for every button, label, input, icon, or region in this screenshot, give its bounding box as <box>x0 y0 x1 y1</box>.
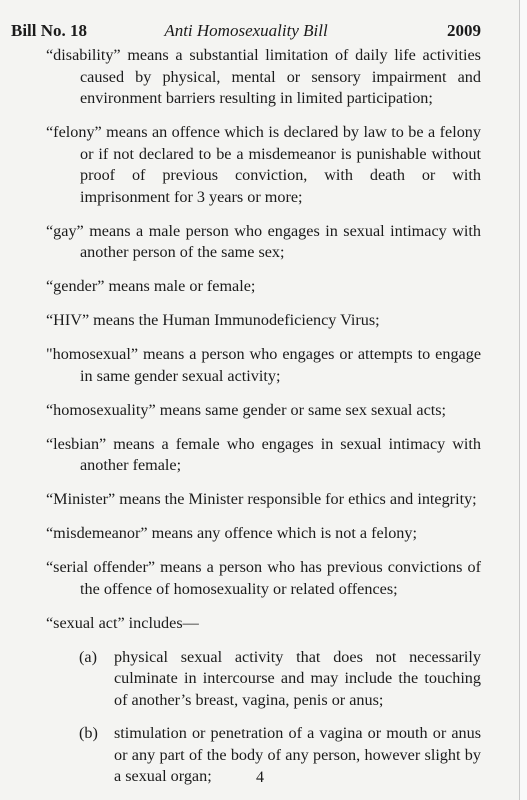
definition-gay: “gay” means a male person who engages in sexual intimacy with another person of the same sex; <box>46 221 481 261</box>
page-edge <box>519 0 527 800</box>
list-item <box>46 647 481 712</box>
definition-misdemeanor: “misdemeanor” means any offence which is not a felony; <box>46 524 417 542</box>
definition-hiv: “HIV” means the Human Immunodeficiency Virus; <box>46 311 380 329</box>
item-text: physical sexual activity that does not necessarily culminate in intercourse and may include the touching of another’s breast, vagina, penis or anus; <box>114 647 481 709</box>
definition-serial-offender: “serial offender” means a person who has previous convictions of the offence of homosexuality or related offences; <box>46 558 481 598</box>
bill-year: 2009 <box>447 21 481 40</box>
item-label: (a) <box>79 647 97 666</box>
definition-disability: “disability” means a substantial limitation of daily life activities caused by physical, mental or sensory impairment and environment barriers resulting in limited participation; <box>46 46 481 107</box>
definition-lesbian: “lesbian” means a female who engages in sexual intimacy with another female; <box>46 434 481 474</box>
definition-felony: “felony” means an offence which is declared by law to be a felony or if not declared to be a misdemeanor is punishable without proof of previous conviction, with death or with imprisonment for 3 years or more; <box>46 123 481 206</box>
page-number: 4 <box>256 769 264 786</box>
definition-gender: “gender” means male or female; <box>46 277 256 295</box>
definition-homosexuality: “homosexuality” means same gender or same sex sexual acts; <box>46 400 447 419</box>
definition-sexual-act: “sexual act” includes— <box>46 613 199 632</box>
definition-homosexual: "homosexual” means a person who engages or attempts to engage in same gender sexual activity; <box>46 345 481 385</box>
sexual-act-items <box>46 647 481 788</box>
item-label: (b) <box>79 724 98 742</box>
definition-minister: “Minister” means the Minister responsible for ethics and integrity; <box>46 490 477 508</box>
bill-number: Bill No. 18 <box>11 21 88 40</box>
bill-title: Anti Homosexuality Bill <box>164 21 328 40</box>
item-text: stimulation or penetration of a vagina or mouth or anus or any part of the body of any person, however slight by a sexual organ; <box>114 724 481 785</box>
definitions-section <box>46 45 481 800</box>
page-header <box>11 21 481 41</box>
